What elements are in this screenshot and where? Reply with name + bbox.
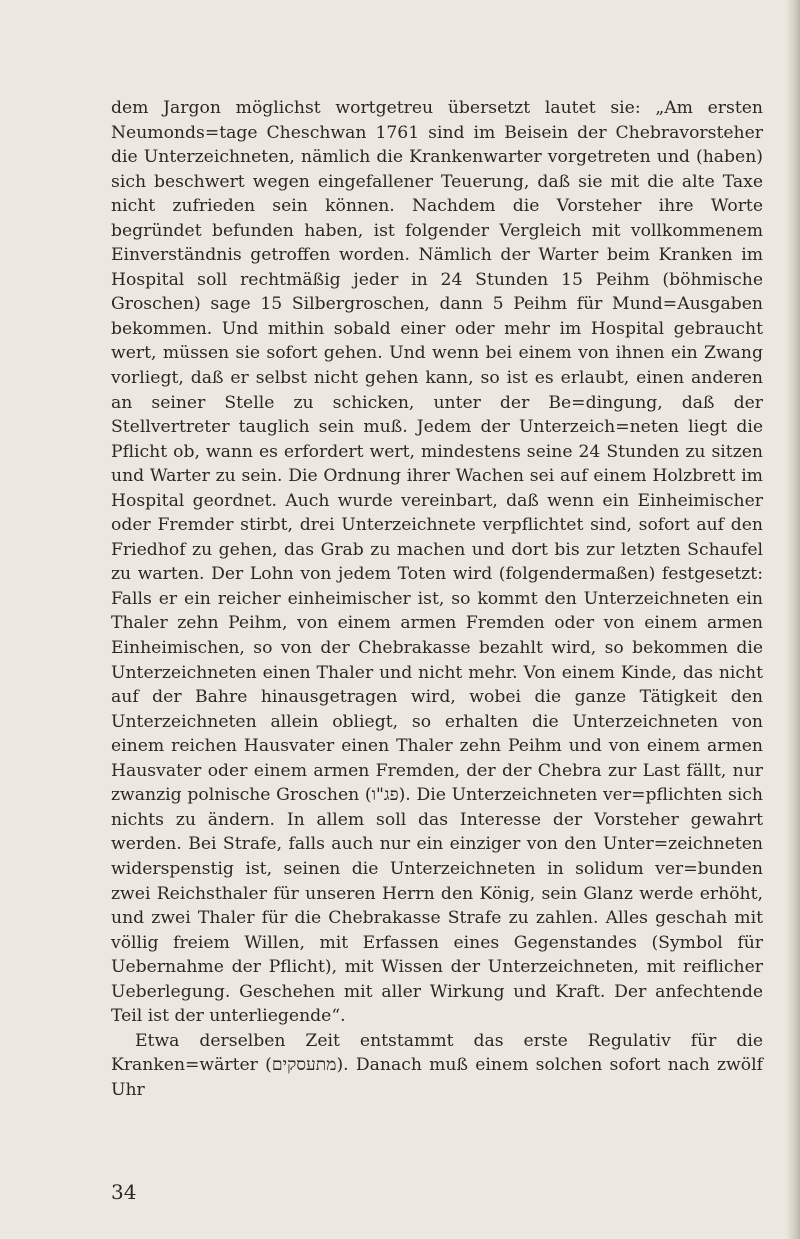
page-edge-shadow: [786, 0, 800, 1239]
body-text: [111, 96, 763, 1102]
paragraph-regulation-quote: dem Jargon möglichst wortgetreu übersetzt lautet sie: „Am ersten Neumonds=tage Cheschwan 1761 sind im Beisein der Chebravorsteher die Unterzeichneten, nämlich die Krankenwarter vorgetreten und (haben) sich beschwert wegen eingefallener Teuerung, daß sie mit die alte Taxe nicht zufrieden sein können. Nachdem die Vorsteher ihre Worte begründet befunden haben, ist folgender Vergleich mit vollkommenem Einverständnis getroffen worden. Nämlich der Warter beim Kranken im Hospital soll rechtmäßig jeder in 24 Stunden 15 Peihm (böhmische Groschen) sage 15 Silbergroschen, dann 5 Peihm für Mund=Ausgaben bekommen. Und mithin sobald einer oder mehr im Hospital gebraucht wert, müssen sie sofort gehen. Und wenn bei einem von ihnen ein Zwang vorliegt, daß er selbst nicht gehen kann, so ist es erlaubt, einen anderen an seiner Stelle zu schicken, unter der Be=dingung, daß der Stellvertreter tauglich sein muß. Jedem der Unterzeich=neten liegt die Pflicht ob, wann es erfordert wert, mindestens seine 24 Stunden zu sitzen und Warter zu sein. Die Ordnung ihrer Wachen sei auf einem Holzbrett im Hospital geordnet. Auch wurde vereinbart, daß wenn ein Einheimischer oder Fremder stirbt, drei Unterzeichnete verpflichtet sind, sofort auf den Friedhof zu gehen, das Grab zu machen und dort bis zur letzten Schaufel zu warten. Der Lohn von jedem Toten wird (folgendermaßen) festgesetzt: Falls er ein reicher einheimischer ist, so kommt den Unterzeichneten ein Thaler zehn Peihm, von einem armen Fremden oder von einem armen Einheimischen, so von der Chebrakasse bezahlt wird, so bekommen die Unterzeichneten einen Thaler und nicht mehr. Von einem Kinde, das nicht auf der Bahre hinausgetragen wird, wobei die ganze Tätigkeit den Unterzeichneten allein obliegt, so erhalten die Unterzeichneten von einem reichen Hausvater einen Thaler zehn Peihm und von einem armen Hausvater oder einem armen Fremden, der der Chebra zur Last fällt, nur zwanzig polnische Groschen (פג"ו). Die Unterzeichneten ver=pflichten sich nichts zu ändern. In allem soll das Interesse der Vorsteher gewahrt werden. Bei Strafe, falls auch nur ein einziger von den Unter=zeichneten widerspenstig ist, seinen die Unterzeichneten in solidum ver=bunden zwei Reichsthaler für unseren Herrn den König, sein Glanz werde erhöht, und zwei Thaler für die Chebrakasse Strafe zu zahlen. Alles geschah mit völlig freiem Willen, mit Erfassen eines Gegenstandes (Symbol für Uebernahme der Pflicht), mit Wissen der Unterzeichneten, mit reiflicher Ueberlegung. Geschehen mit aller Wirkung und Kraft. Der anfechtende Teil ist der unterliegende“.: [111, 98, 763, 1027]
paragraph-first-regulativ: Etwa derselben Zeit entstammt das erste Regulativ für die Kranken=wärter (מתעסקים). Danach muß einem solchen sofort nach zwölf Uhr: [111, 1030, 763, 1100]
page-number: 34: [111, 1180, 137, 1204]
